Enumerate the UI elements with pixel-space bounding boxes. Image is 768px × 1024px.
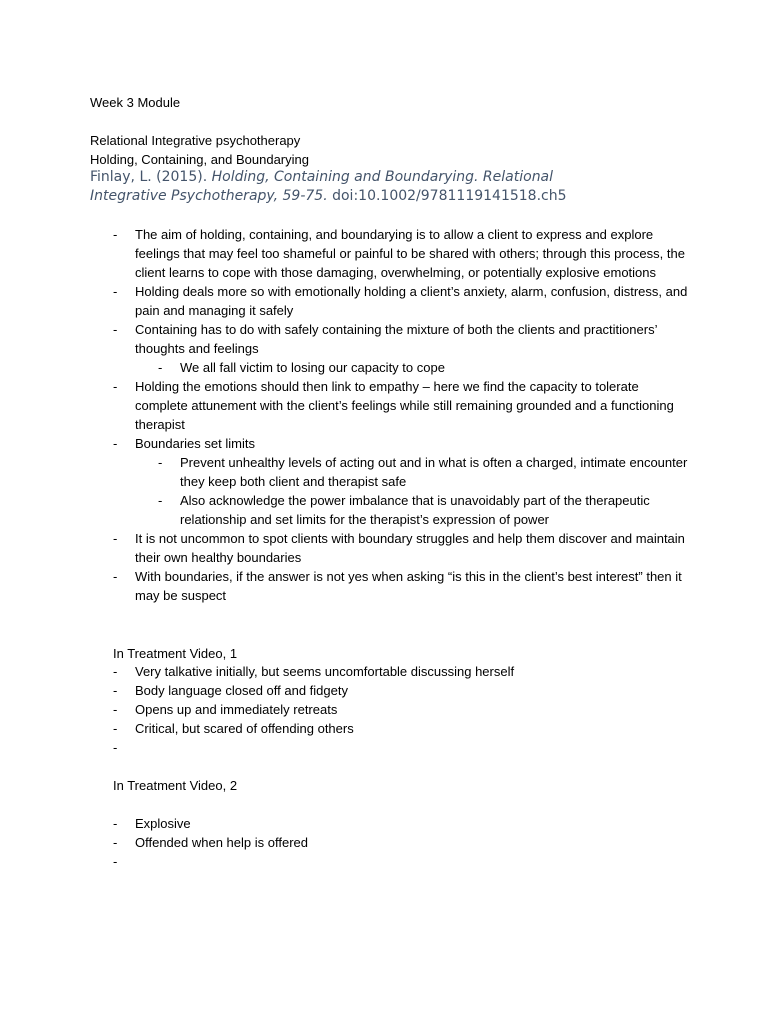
- list-item: - Very talkative initially, but seems uncomfortable discussing herself: [113, 662, 713, 681]
- video1-heading: In Treatment Video, 1: [113, 646, 238, 661]
- video2-empty-bullet: -: [113, 854, 118, 869]
- sub-list: [135, 358, 688, 377]
- citation-line-2: [90, 187, 567, 206]
- list-item: - Holding deals more so with emotionally holding a client’s anxiety, alarm, confusion, distress, and pain and managing it safely: [113, 282, 688, 320]
- sub-list-item: - Prevent unhealthy levels of acting out and in what is often a charged, intimate encounter they keep both client and therapist safe: [158, 453, 688, 491]
- list-item: - Boundaries set limits - Prevent unhealthy levels of acting out and in what is often a charged, intimate encounter they keep both client and therapist safe - Also acknowledge the power imbalance that is unavoidably part of the therapeutic relationship and set limits for the therapist’s expression of power: [113, 434, 688, 529]
- list-item: - Explosive: [113, 814, 713, 833]
- sub-list: [135, 453, 688, 529]
- citation-line-1: [90, 168, 553, 187]
- list-item: - Opens up and immediately retreats: [113, 700, 713, 719]
- course-title: Relational Integrative psychotherapy: [90, 133, 301, 148]
- citation-pages: 59-75.: [282, 188, 328, 204]
- sub-list-item: - Also acknowledge the power imbalance that is unavoidably part of the therapeutic relationship and set limits for the therapist’s expression of power: [158, 491, 688, 529]
- citation-journal: Integrative Psychotherapy,: [90, 188, 279, 204]
- list-item: - Body language closed off and fidgety: [113, 681, 713, 700]
- list-item: - Critical, but scared of offending others: [113, 719, 713, 738]
- video2-list: [113, 814, 713, 852]
- list-item: - The aim of holding, containing, and boundarying is to allow a client to express and explore feelings that may feel too shameful or painful to be shared with others; through this process, the client learns to cope with those damaging, overwhelming, or potentially explosive emotions: [113, 225, 688, 282]
- list-item: - It is not uncommon to spot clients with boundary struggles and help them discover and maintain their own healthy boundaries: [113, 529, 688, 567]
- video2-heading: In Treatment Video, 2: [113, 778, 238, 793]
- list-item: - Holding the emotions should then link to empathy – here we find the capacity to tolerate complete attunement with the client’s feelings while still remaining grounded and a functioning therapist: [113, 377, 688, 434]
- list-item: - With boundaries, if the answer is not yes when asking “is this in the client’s best interest” then it may be suspect: [113, 567, 688, 605]
- topic-title: Holding, Containing, and Boundarying: [90, 152, 309, 167]
- citation-author-year: Finlay, L. (2015).: [90, 169, 208, 185]
- citation-title: Holding, Containing and Boundarying. Relational: [211, 169, 554, 185]
- list-item: - Containing has to do with safely containing the mixture of both the clients and practitioners’ thoughts and feelings - We all fall victim to losing our capacity to cope: [113, 320, 688, 377]
- video1-empty-bullet: -: [113, 740, 118, 755]
- list-item: - Offended when help is offered: [113, 833, 713, 852]
- video1-list: [113, 662, 713, 738]
- week-title: Week 3 Module: [90, 95, 181, 110]
- citation-doi: doi:10.1002/9781119141518.ch5: [332, 188, 567, 204]
- sub-list-item: - We all fall victim to losing our capacity to cope: [158, 358, 688, 377]
- reading-notes-list: [113, 225, 688, 605]
